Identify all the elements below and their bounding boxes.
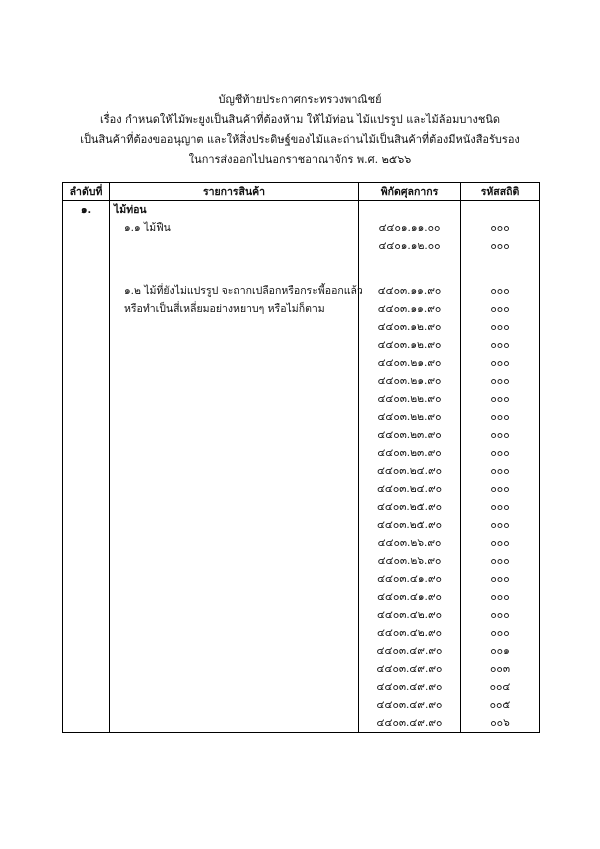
statistic-code-cell: ๐๐๐	[461, 372, 540, 390]
column-header-sequence: ลำดับที่	[63, 183, 110, 201]
tariff-code-cell: ๔๔๐๓.๒๔.๙๐	[359, 480, 461, 498]
tariff-code-cell: ๔๔๐๑.๑๒.๐๐	[359, 237, 461, 255]
sequence-cell: ๑.	[63, 201, 110, 220]
table-row	[63, 714, 540, 733]
item-description-cell: ๑.๑ ไม้ฟืน	[110, 219, 359, 237]
table-row	[63, 534, 540, 552]
statistic-code-cell: ๐๐๐	[461, 624, 540, 642]
table-row	[63, 642, 540, 660]
item-description-cell	[110, 255, 359, 282]
table-row	[63, 696, 540, 714]
column-header-tariff-code: พิกัดศุลกากร	[359, 183, 461, 201]
sequence-cell	[63, 426, 110, 444]
statistic-code-cell: ๐๐๐	[461, 534, 540, 552]
item-description-cell	[110, 336, 359, 354]
item-description-cell	[110, 444, 359, 462]
sequence-cell	[63, 372, 110, 390]
header-subject-line-3: ในการส่งออกไปนอกราชอาณาจักร พ.ศ. ๒๕๖๖	[188, 153, 412, 166]
document-header	[0, 90, 600, 170]
sequence-cell	[63, 255, 110, 282]
table-row	[63, 678, 540, 696]
statistic-code-cell: ๐๐๐	[461, 219, 540, 237]
item-description-cell	[110, 606, 359, 624]
tariff-code-cell: ๔๔๐๓.๒๓.๙๐	[359, 426, 461, 444]
sequence-cell	[63, 444, 110, 462]
item-description-cell	[110, 696, 359, 714]
sequence-cell	[63, 480, 110, 498]
table-row	[63, 219, 540, 237]
sequence-cell	[63, 588, 110, 606]
header-subject-line-1: เรื่อง กำหนดให้ไม้พะยูงเป็นสินค้าที่ต้องห้าม ให้ไม้ท่อน ไม้แปรรูป และไม้ล้อมบางชนิด	[99, 113, 501, 126]
table-row	[63, 570, 540, 588]
tariff-code-cell: ๔๔๐๓.๔๙.๙๐	[359, 696, 461, 714]
tariff-code-cell: ๔๔๐๓.๔๙.๙๐	[359, 714, 461, 733]
sequence-cell	[63, 237, 110, 255]
table-row	[63, 354, 540, 372]
tariff-code-cell: ๔๔๐๓.๒๑.๙๐	[359, 354, 461, 372]
table-row	[63, 624, 540, 642]
sequence-cell	[63, 462, 110, 480]
statistic-code-cell: ๐๐๐	[461, 408, 540, 426]
statistic-code-cell: ๐๐๐	[461, 282, 540, 300]
table-row	[63, 282, 540, 300]
statistic-code-cell: ๐๐๐	[461, 354, 540, 372]
table-row	[63, 498, 540, 516]
tariff-code-cell: ๔๔๐๑.๑๑.๐๐	[359, 219, 461, 237]
table-row	[63, 552, 540, 570]
table-row	[63, 201, 540, 220]
header-subject-line-2: เป็นสินค้าที่ต้องขออนุญาต และให้สิ่งประดิษฐ์ของไม้และถ่านไม้เป็นสินค้าที่ต้องมีหนังสือรับรอง	[80, 133, 520, 146]
sequence-cell	[63, 624, 110, 642]
statistic-code-cell: ๐๐๑	[461, 642, 540, 660]
tariff-code-cell: ๔๔๐๓.๔๒.๙๐	[359, 624, 461, 642]
statistic-code-cell: ๐๐๐	[461, 300, 540, 318]
sequence-cell	[63, 552, 110, 570]
item-description-cell	[110, 318, 359, 336]
statistic-code-cell: ๐๐๐	[461, 462, 540, 480]
item-description-cell	[110, 462, 359, 480]
sequence-cell	[63, 336, 110, 354]
item-description-cell	[110, 624, 359, 642]
tariff-code-cell: ๔๔๐๓.๑๒.๙๐	[359, 336, 461, 354]
tariff-code-cell: ๔๔๐๓.๔๙.๙๐	[359, 660, 461, 678]
statistic-code-cell: ๐๐๐	[461, 498, 540, 516]
table-row	[63, 462, 540, 480]
sequence-cell	[63, 570, 110, 588]
item-description-cell: ไม้ท่อน	[110, 201, 359, 220]
sequence-cell	[63, 714, 110, 733]
tariff-code-cell	[359, 255, 461, 282]
table-row	[63, 336, 540, 354]
item-description-cell	[110, 480, 359, 498]
table-row	[63, 408, 540, 426]
statistic-code-cell: ๐๐๐	[461, 390, 540, 408]
tariff-code-cell: ๔๔๐๓.๒๒.๙๐	[359, 390, 461, 408]
table-row	[63, 444, 540, 462]
item-description-cell	[110, 408, 359, 426]
item-description-cell	[110, 372, 359, 390]
item-description-cell	[110, 642, 359, 660]
tariff-code-cell	[359, 201, 461, 220]
table-row	[63, 606, 540, 624]
sequence-cell	[63, 282, 110, 300]
table-header-row	[63, 183, 540, 201]
tariff-code-cell: ๔๔๐๓.๔๑.๙๐	[359, 570, 461, 588]
sequence-cell	[63, 390, 110, 408]
statistic-code-cell: ๐๐๕	[461, 696, 540, 714]
item-description-cell	[110, 498, 359, 516]
statistic-code-cell: ๐๐๐	[461, 606, 540, 624]
tariff-code-cell: ๔๔๐๓.๑๑.๙๐	[359, 300, 461, 318]
sequence-cell	[63, 660, 110, 678]
statistic-code-cell	[461, 255, 540, 282]
table-row	[63, 372, 540, 390]
sequence-cell	[63, 219, 110, 237]
item-description-cell: หรือทำเป็นสี่เหลี่ยมอย่างหยาบๆ หรือไม่ก็ตาม	[110, 300, 359, 318]
tariff-code-cell: ๔๔๐๓.๔๙.๙๐	[359, 678, 461, 696]
table-body	[63, 201, 540, 733]
table-row	[63, 516, 540, 534]
column-header-item: รายการสินค้า	[110, 183, 359, 201]
tariff-code-cell: ๔๔๐๓.๔๙.๙๐	[359, 642, 461, 660]
tariff-code-cell: ๔๔๐๓.๒๒.๙๐	[359, 408, 461, 426]
tariff-code-cell: ๔๔๐๓.๒๓.๙๐	[359, 444, 461, 462]
item-description-cell	[110, 714, 359, 733]
item-description-cell	[110, 588, 359, 606]
sequence-cell	[63, 534, 110, 552]
statistic-code-cell: ๐๐๐	[461, 336, 540, 354]
table-row	[63, 660, 540, 678]
item-description-cell: ๑.๒ ไม้ที่ยังไม่แปรรูป จะถากเปลือกหรือกระพี้ออกแล้ว	[110, 282, 359, 300]
item-description-cell	[110, 390, 359, 408]
item-description-cell	[110, 426, 359, 444]
tariff-code-cell: ๔๔๐๓.๒๕.๙๐	[359, 498, 461, 516]
item-description-cell	[110, 570, 359, 588]
header-title: บัญชีท้ายประกาศกระทรวงพาณิชย์	[218, 93, 382, 106]
statistic-code-cell: ๐๐๐	[461, 552, 540, 570]
table-row	[63, 255, 540, 282]
tariff-code-cell: ๔๔๐๓.๔๒.๙๐	[359, 606, 461, 624]
sequence-cell	[63, 678, 110, 696]
item-description-cell	[110, 678, 359, 696]
statistic-code-cell: ๐๐๐	[461, 516, 540, 534]
column-header-statistic-code: รหัสสถิติ	[461, 183, 540, 201]
statistic-code-cell: ๐๐๐	[461, 237, 540, 255]
table-row	[63, 237, 540, 255]
sequence-cell	[63, 300, 110, 318]
tariff-code-cell: ๔๔๐๓.๑๑.๙๐	[359, 282, 461, 300]
item-description-cell	[110, 552, 359, 570]
table-row	[63, 300, 540, 318]
tariff-code-cell: ๔๔๐๓.๒๖.๙๐	[359, 534, 461, 552]
statistic-code-cell: ๐๐๖	[461, 714, 540, 733]
goods-table	[62, 182, 540, 733]
item-description-cell	[110, 516, 359, 534]
table-row	[63, 390, 540, 408]
sequence-cell	[63, 354, 110, 372]
statistic-code-cell: ๐๐๐	[461, 588, 540, 606]
statistic-code-cell: ๐๐๐	[461, 426, 540, 444]
sequence-cell	[63, 606, 110, 624]
table-row	[63, 426, 540, 444]
item-description-cell	[110, 534, 359, 552]
sequence-cell	[63, 516, 110, 534]
item-description-cell	[110, 354, 359, 372]
item-description-cell	[110, 660, 359, 678]
statistic-code-cell	[461, 201, 540, 220]
statistic-code-cell: ๐๐๐	[461, 480, 540, 498]
tariff-code-cell: ๔๔๐๓.๒๑.๙๐	[359, 372, 461, 390]
statistic-code-cell: ๐๐๐	[461, 318, 540, 336]
tariff-code-cell: ๔๔๐๓.๒๔.๙๐	[359, 462, 461, 480]
table-row	[63, 480, 540, 498]
statistic-code-cell: ๐๐๓	[461, 660, 540, 678]
tariff-code-cell: ๔๔๐๓.๔๑.๙๐	[359, 588, 461, 606]
tariff-code-cell: ๔๔๐๓.๑๒.๙๐	[359, 318, 461, 336]
tariff-code-cell: ๔๔๐๓.๒๕.๙๐	[359, 516, 461, 534]
sequence-cell	[63, 408, 110, 426]
table-row	[63, 318, 540, 336]
sequence-cell	[63, 318, 110, 336]
statistic-code-cell: ๐๐๐	[461, 444, 540, 462]
table-row	[63, 588, 540, 606]
sequence-cell	[63, 498, 110, 516]
statistic-code-cell: ๐๐๔	[461, 678, 540, 696]
sequence-cell	[63, 696, 110, 714]
item-description-cell	[110, 237, 359, 255]
sequence-cell	[63, 642, 110, 660]
tariff-code-cell: ๔๔๐๓.๒๖.๙๐	[359, 552, 461, 570]
statistic-code-cell: ๐๐๐	[461, 570, 540, 588]
